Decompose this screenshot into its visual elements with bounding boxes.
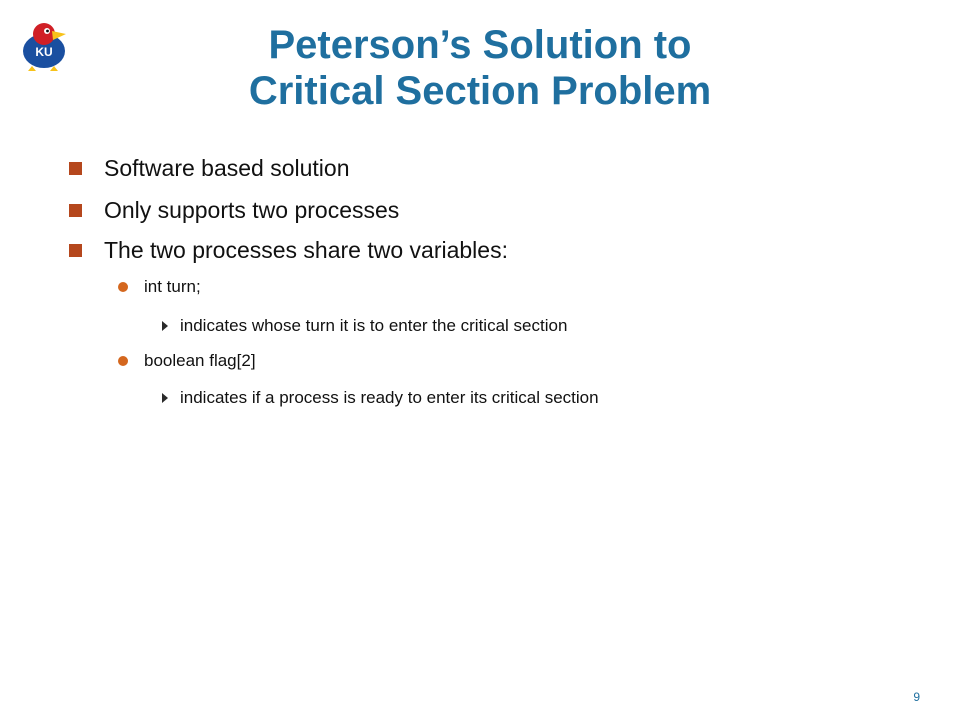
bullet-item: Only supports two processes: [104, 197, 400, 223]
sub-sub-bullet-item: indicates whose turn it is to enter the critical section: [180, 316, 568, 335]
sub-bullet-item: boolean flag[2]: [144, 351, 256, 370]
slide-title-line-2: Critical Section Problem: [248, 69, 712, 113]
slide-title-line-1: Peterson’s Solution to: [268, 23, 692, 67]
sub-sub-bullet-item: indicates if a process is ready to enter its critical section: [180, 388, 599, 407]
round-bullet-icon: [118, 356, 128, 366]
round-bullet-icon: [118, 282, 128, 292]
bullet-item: The two processes share two variables:: [104, 237, 508, 263]
square-bullet-icon: [69, 204, 82, 217]
bullet-item: Software based solution: [104, 155, 350, 181]
triangle-bullet-icon: [162, 393, 168, 403]
svg-text:KU: KU: [35, 45, 53, 59]
page-number: 9: [913, 690, 920, 704]
square-bullet-icon: [69, 162, 82, 175]
square-bullet-icon: [69, 244, 82, 257]
triangle-bullet-icon: [162, 321, 168, 331]
sub-bullet-item: int turn;: [144, 277, 201, 296]
